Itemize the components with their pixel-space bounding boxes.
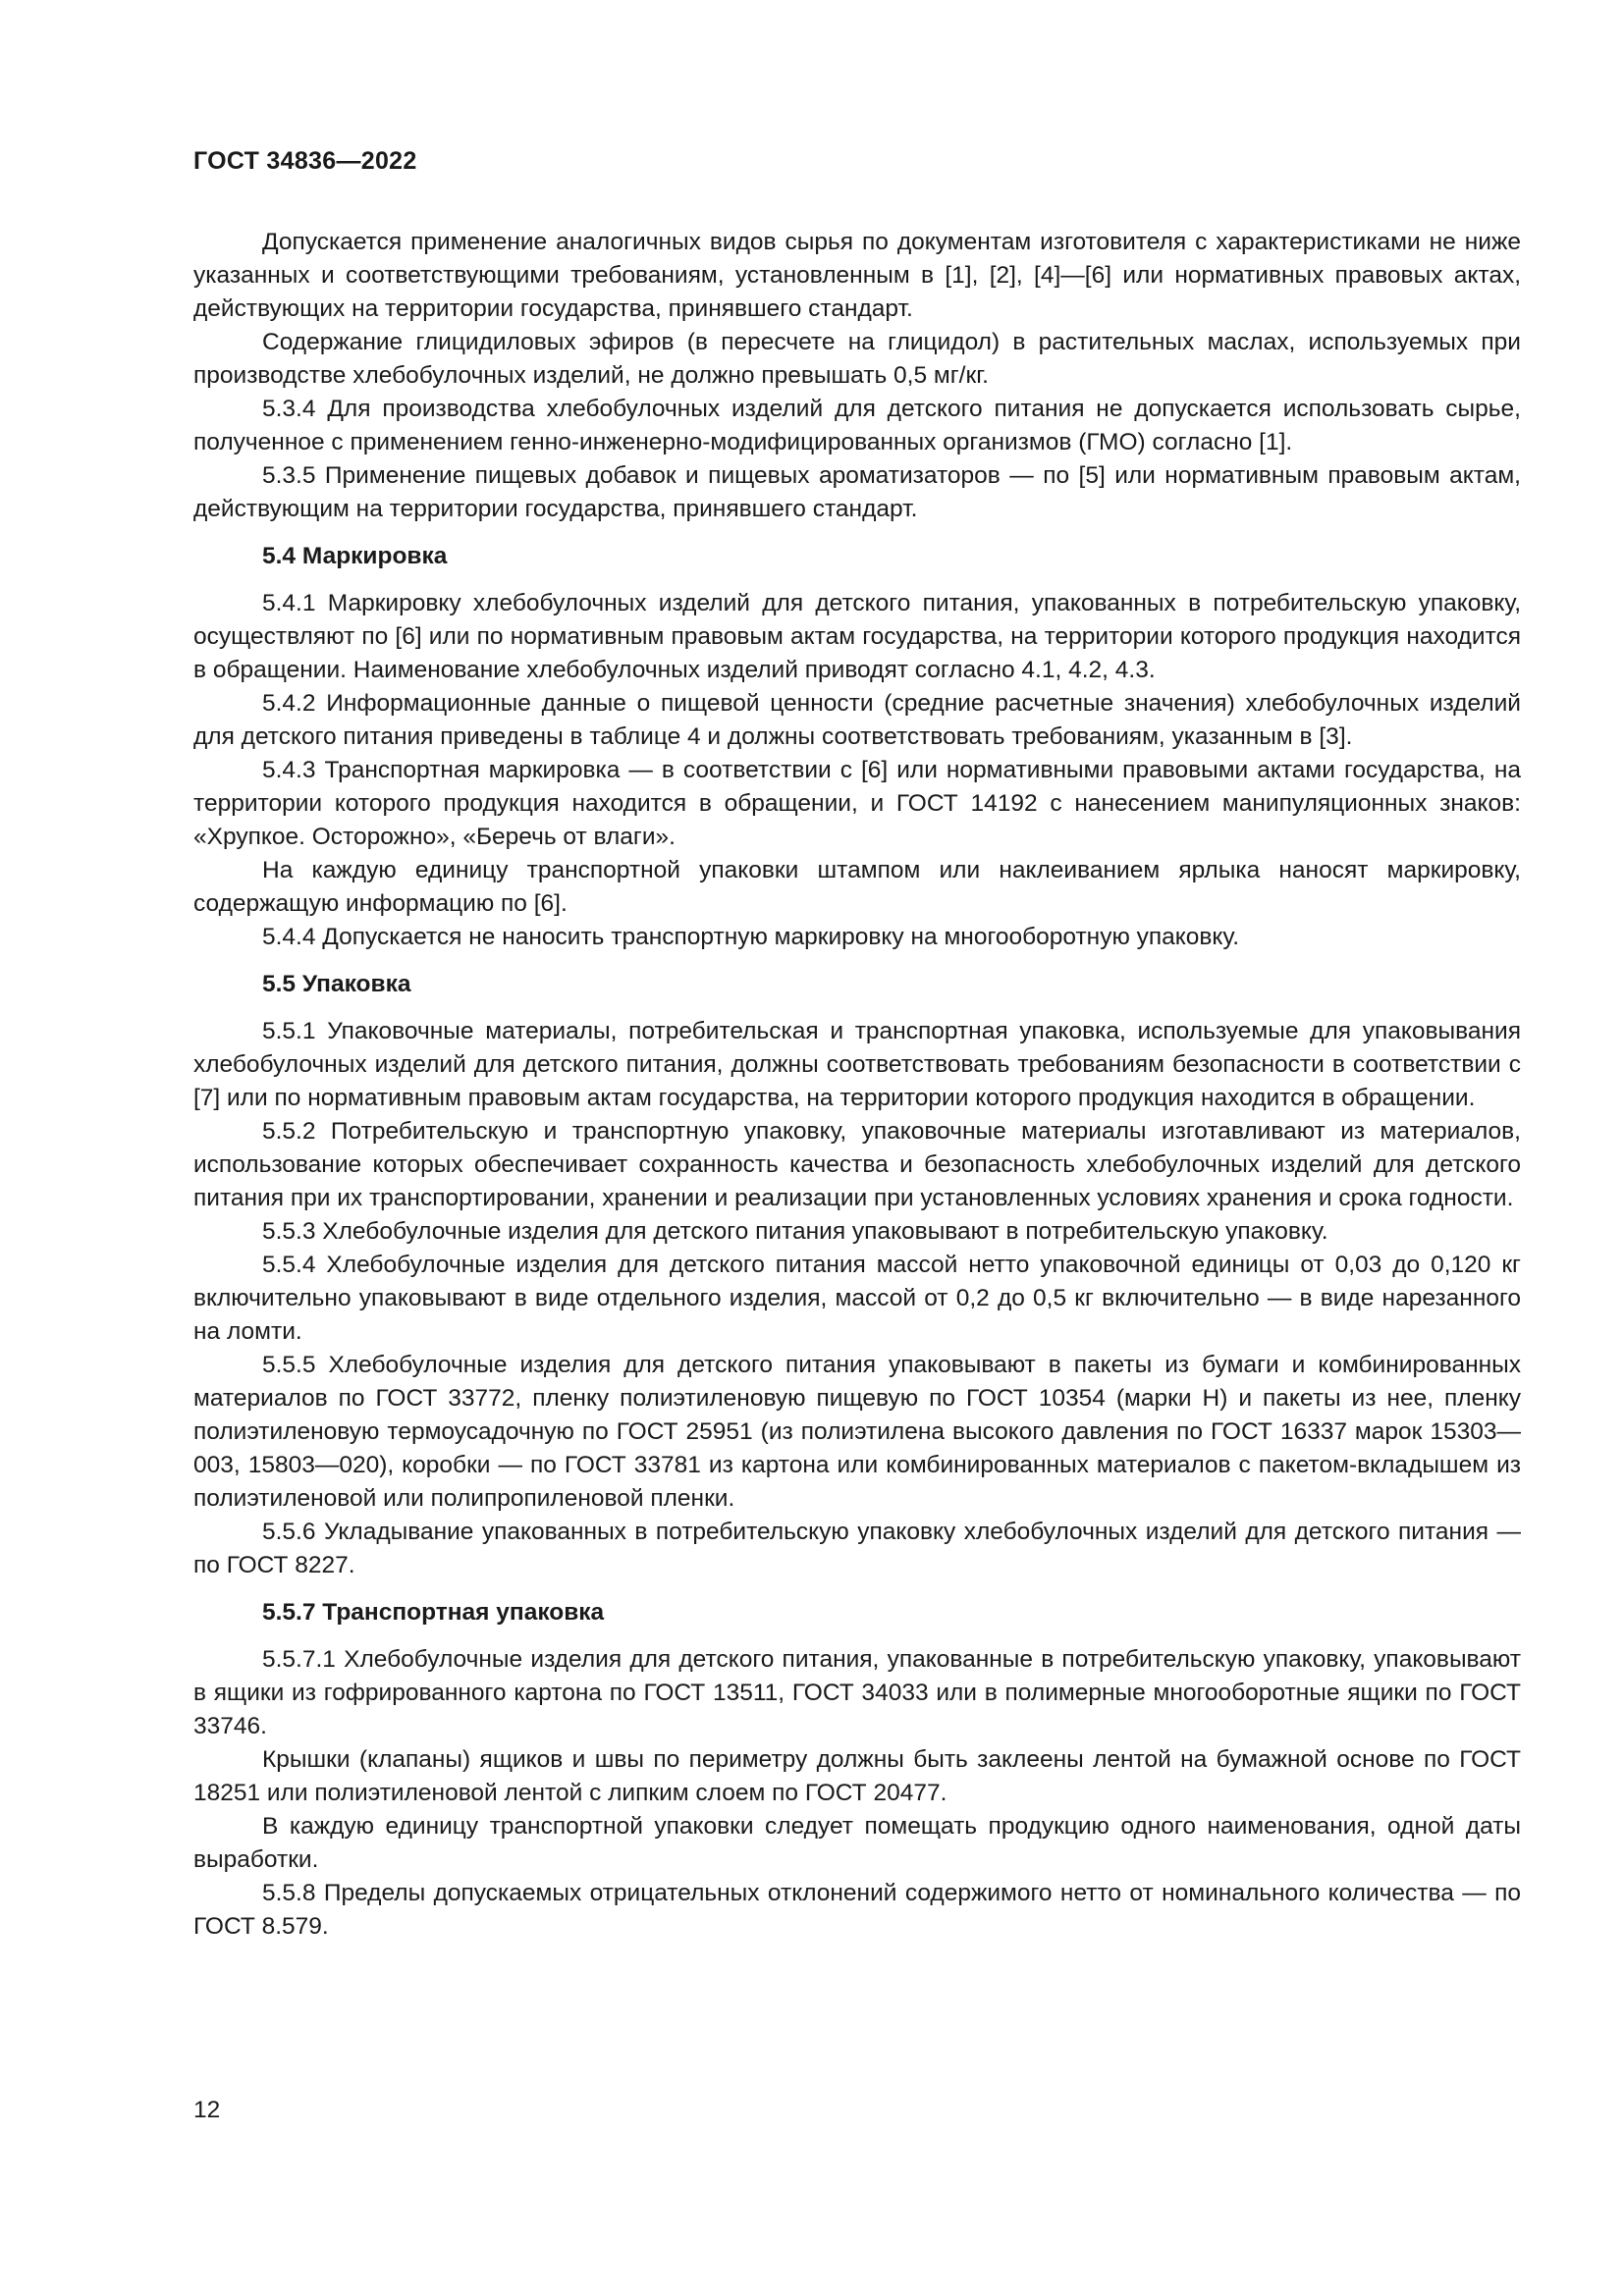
paragraph: 5.4.3 Транспортная маркировка — в соответствии с [6] или нормативными правовыми актами государства, на территории которого продукция находится в обращении, и ГОСТ 14192 с нанесением манипуляционных знаков: «Хрупкое. Осторожно», «Беречь от влаги». — [193, 757, 1521, 850]
paragraph: 5.5.6 Укладывание упакованных в потребительскую упаковку хлебобулочных изделий для детского питания — по ГОСТ 8227. — [193, 1519, 1521, 1578]
section-heading: 5.5.7 Транспортная упаковка — [262, 1599, 605, 1626]
paragraph: Крышки (клапаны) ящиков и швы по периметру должны быть заклеены лентой на бумажной основе по ГОСТ 18251 или полиэтиленовой лентой с липким слоем по ГОСТ 20477. — [193, 1746, 1521, 1806]
paragraph: Содержание глицидиловых эфиров (в пересчете на глицидол) в растительных маслах, используемых при производстве хлебобулочных изделий, не должно превышать 0,5 мг/кг. — [193, 329, 1521, 389]
paragraph: 5.5.7.1 Хлебобулочные изделия для детского питания, упакованные в потребительскую упаковку, упаковывают в ящики из гофрированного картона по ГОСТ 13511, ГОСТ 34033 или в полимерные многооборотные ящики по ГОСТ 33746. — [193, 1646, 1521, 1739]
paragraph: 5.5.4 Хлебобулочные изделия для детского питания массой нетто упаковочной единицы от 0,03 до 0,120 кг включительно упаковывают в виде отдельного изделия, массой от 0,2 до 0,5 кг включительно — в виде нарезанного на ломти. — [193, 1252, 1521, 1345]
paragraph: 5.5.8 Пределы допускаемых отрицательных отклонений содержимого нетто от номинального количества — по ГОСТ 8.579. — [193, 1880, 1521, 1940]
document-body — [193, 226, 1521, 1944]
paragraph: 5.4.2 Информационные данные о пищевой ценности (средние расчетные значения) хлебобулочных изделий для детского питания приведены в таблице 4 и должны соответствовать требованиям, указанным в [3]. — [193, 690, 1521, 750]
paragraph: 5.4.4 Допускается не наносить транспортную маркировку на многооборотную упаковку. — [262, 924, 1240, 950]
section-heading: 5.5 Упаковка — [262, 971, 411, 997]
paragraph: 5.3.4 Для производства хлебобулочных изделий для детского питания не допускается использовать сырье, полученное с применением генно-инженерно-модифицированных организмов (ГМО) согласно [1]. — [193, 396, 1521, 455]
document-header: ГОСТ 34836—2022 — [193, 147, 417, 175]
paragraph: На каждую единицу транспортной упаковки штампом или наклеиванием ярлыка наносят маркировку, содержащую информацию по [6]. — [193, 857, 1521, 917]
paragraph: Допускается применение аналогичных видов сырья по документам изготовителя с характеристиками не ниже указанных и соответствующими требованиям, установленным в [1], [2], [4]—[6] или нормативных правовых актах, действующих на территории государства, принявшего стандарт. — [193, 229, 1521, 322]
paragraph: В каждую единицу транспортной упаковки следует помещать продукцию одного наименования, одной даты выработки. — [193, 1813, 1521, 1873]
paragraph: 5.5.2 Потребительскую и транспортную упаковку, упаковочные материалы изготавливают из материалов, использование которых обеспечивает сохранность качества и безопасность хлебобулочных изделий для детского питания при их транспортировании, хранении и реализации при установленных условиях хранения и срока годности. — [193, 1118, 1521, 1211]
paragraph: 5.3.5 Применение пищевых добавок и пищевых ароматизаторов — по [5] или нормативным правовым актам, действующим на территории государства, принявшего стандарт. — [193, 462, 1521, 522]
paragraph: 5.4.1 Маркировку хлебобулочных изделий для детского питания, упакованных в потребительскую упаковку, осуществляют по [6] или по нормативным правовым актам государства, на территории которого продукция находится в обращении. Наименование хлебобулочных изделий приводят согласно 4.1, 4.2, 4.3. — [193, 590, 1521, 683]
page-number: 12 — [193, 2097, 221, 2123]
paragraph: 5.5.3 Хлебобулочные изделия для детского питания упаковывают в потребительскую упаковку. — [262, 1218, 1328, 1245]
paragraph: 5.5.5 Хлебобулочные изделия для детского питания упаковывают в пакеты из бумаги и комбинированных материалов по ГОСТ 33772, пленку полиэтиленовую пищевую по ГОСТ 10354 (марки Н) и пакеты из нее, пленку полиэтиленовую термоусадочную по ГОСТ 25951 (из полиэтилена высокого давления по ГОСТ 16337 марок 15303—003, 15803—020), коробки — по ГОСТ 33781 из картона или комбинированных материалов с пакетом-вкладышем из полиэтиленовой или полипропиленовой пленки. — [193, 1352, 1521, 1512]
paragraph: 5.5.1 Упаковочные материалы, потребительская и транспортная упаковка, используемые для упаковывания хлебобулочных изделий для детского питания, должны соответствовать требованиям безопасности в соответствии с [7] или по нормативным правовым актам государства, на территории которого продукция находится в обращении. — [193, 1018, 1521, 1111]
section-heading: 5.4 Маркировка — [262, 543, 448, 569]
